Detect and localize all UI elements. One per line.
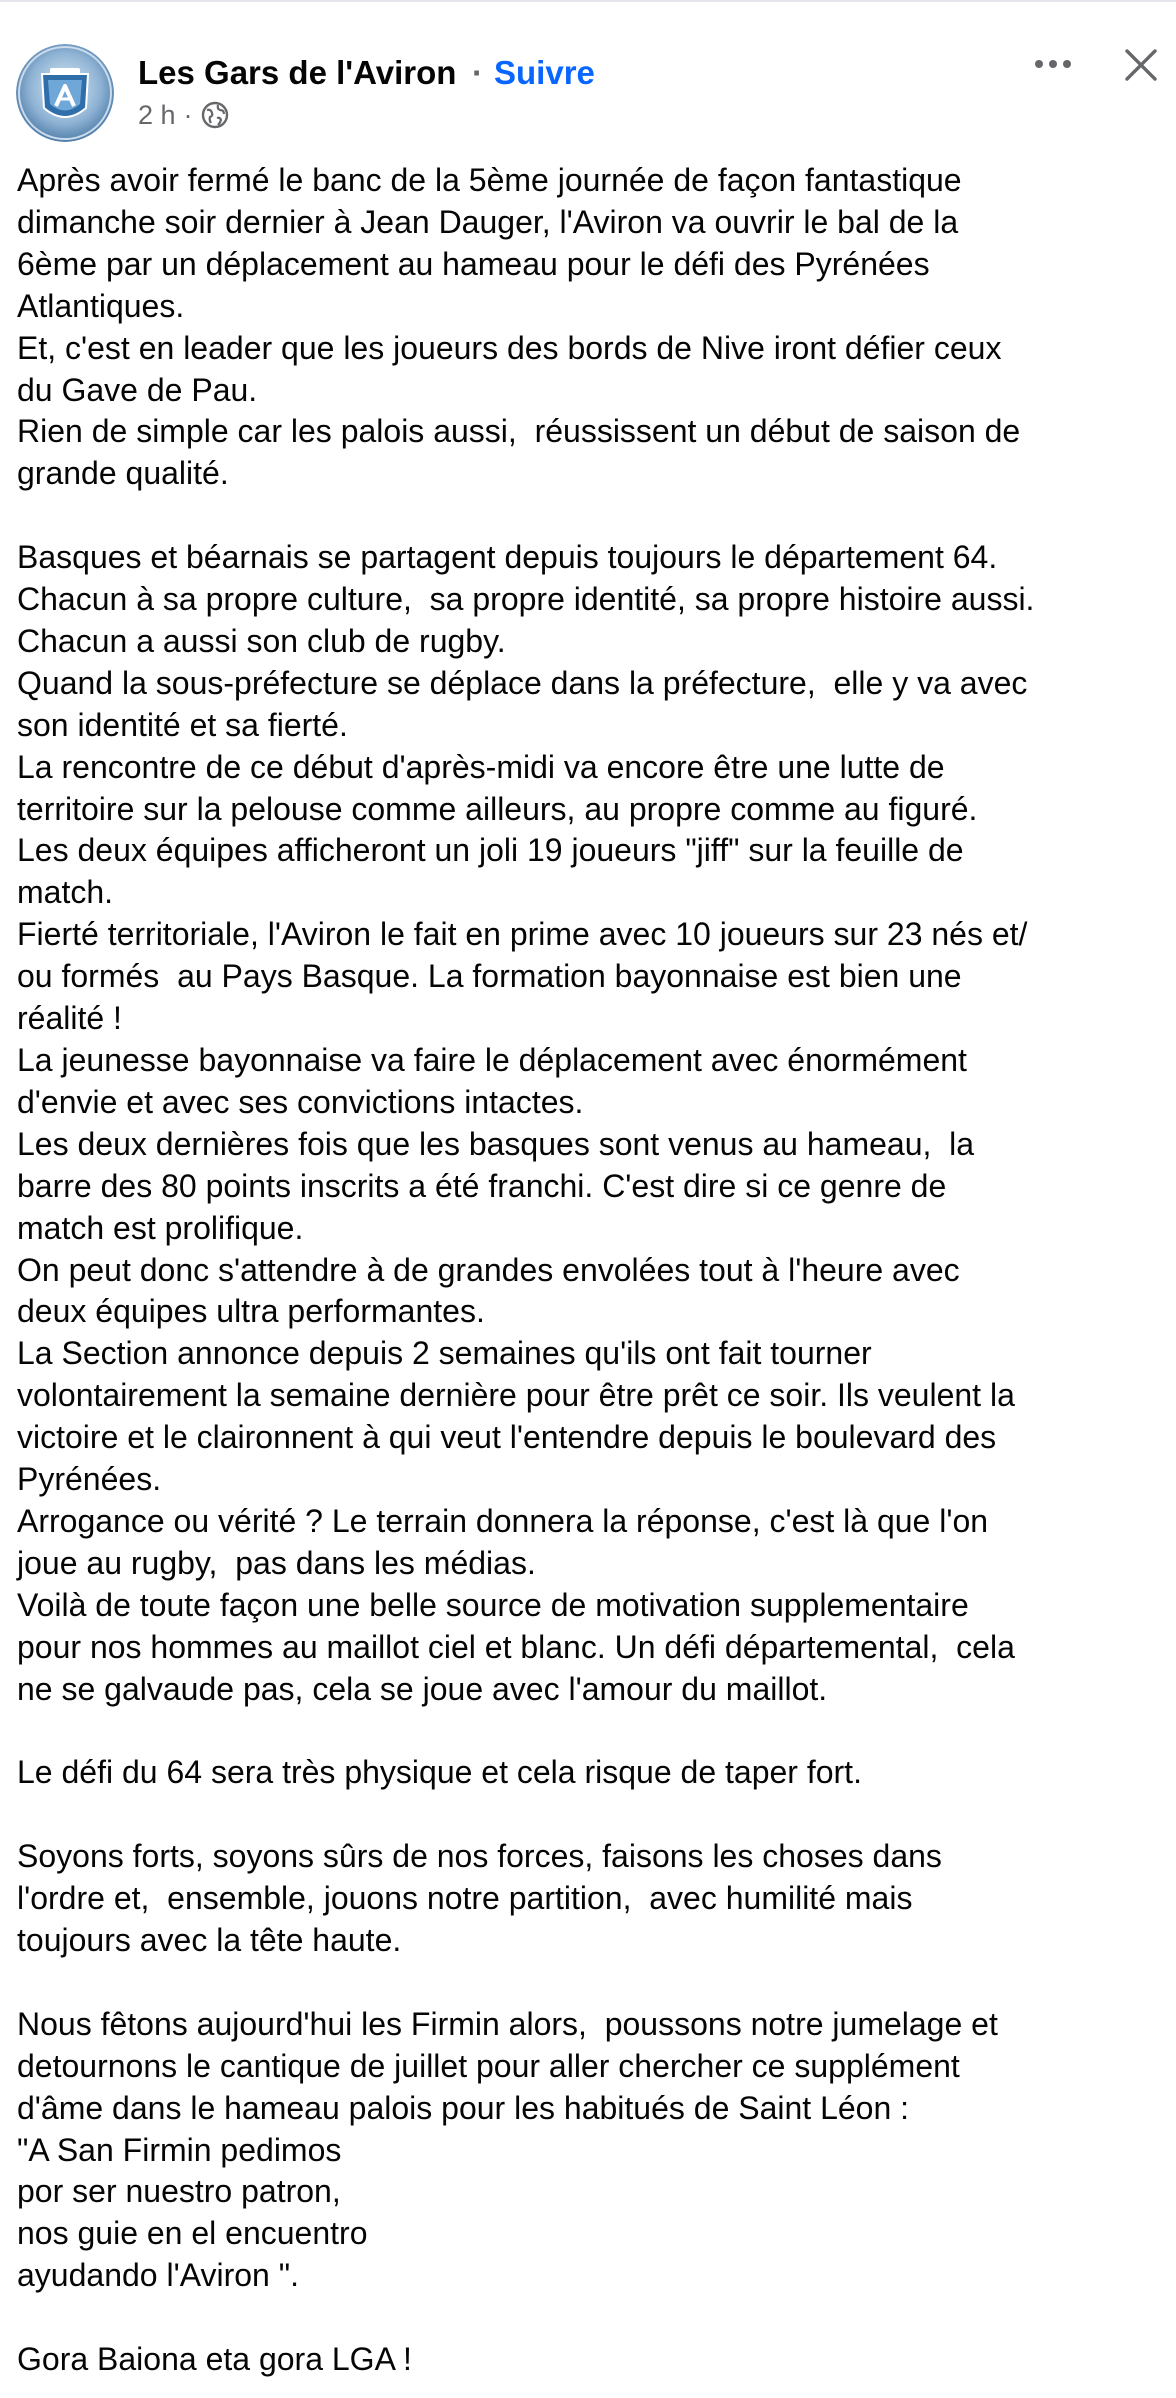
post-text-line: "A San Firmin pedimos [17,2131,342,2168]
page-avatar[interactable] [16,44,114,142]
post-text-line: Les deux équipes afficheront un joli 19 joueurs "jiff" sur la feuille de [17,832,964,869]
paragraph-gap [17,1962,1167,2004]
post-text-line: por ser nuestro patron, [17,2173,341,2210]
post-text-line: réalité ! [17,1000,122,1037]
post-text-line: detournons le cantique de juillet pour aller chercher ce supplément [17,2047,960,2084]
post-text-line: pour nos hommes au maillot ciel et blanc. Un défi départemental, cela [17,1628,1015,1665]
post-text-line: d'envie et avec ses convictions intactes. [17,1083,584,1120]
globe-icon[interactable] [201,101,229,129]
post-text-line: Rien de simple car les palois aussi, réussissent un début de saison de [17,413,1021,450]
post-text-line: joue au rugby, pas dans les médias. [17,1544,536,1581]
post-text-line: Gora Baiona eta gora LGA ! [17,2341,412,2378]
paragraph-gap [17,495,1167,537]
post-text-line: 6ème par un déplacement au hameau pour le défi des Pyrénées [17,245,930,282]
name-separator: · [472,54,483,91]
meta-separator: · [183,99,193,130]
post-text-line: du Gave de Pau. [17,371,258,408]
club-logo [16,44,114,142]
post-text-line: ayudando l'Aviron ". [17,2257,299,2294]
post-text-line: La Section annonce depuis 2 semaines qu'ils ont fait tourner [17,1335,872,1372]
post-text-line: Chacun à sa propre culture, sa propre identité, sa propre histoire aussi. [17,581,1035,618]
post-text-line: ne se galvaude pas, cela se joue avec l'amour du maillot. [17,1670,828,1707]
post-text-line: ou formés au Pays Basque. La formation bayonnaise est bien une [17,958,962,995]
paragraph-gap [17,1794,1167,1836]
paragraph-gap [17,2297,1167,2339]
paragraph-gap [17,1711,1167,1753]
post-text-line: dimanche soir dernier à Jean Dauger, l'Aviron va ouvrir le bal de la [17,203,959,240]
post-text-line: Pyrénées. [17,1461,162,1498]
post-text-line: Arrogance ou vérité ? Le terrain donnera la réponse, c'est là que l'on [17,1502,989,1539]
post-text-line: Basques et béarnais se partagent depuis toujours le département 64. [17,539,998,576]
close-button[interactable] [1120,44,1162,86]
post-text-line: Nous fêtons aujourd'hui les Firmin alors, poussons notre jumelage et [17,2005,998,2042]
post-text-line: Voilà de toute façon une belle source de motivation supplementaire [17,1586,969,1623]
post-timestamp[interactable]: 2 h [138,99,176,130]
post-text-line: volontairement la semaine dernière pour être prêt ce soir. Ils veulent la [17,1377,1015,1414]
post-text-line: La rencontre de ce début d'après-midi va encore être une lutte de [17,748,945,785]
post-text-line: victoire et le claironnent à qui veut l'entendre depuis le boulevard des [17,1419,997,1456]
post-text-line: La jeunesse bayonnaise va faire le déplacement avec énormément [17,1042,967,1079]
post-text-line: Fierté territoriale, l'Aviron le fait en prime avec 10 joueurs sur 23 nés et/ [17,916,1028,953]
post-text-line: Et, c'est en leader que les joueurs des bords de Nive iront défier ceux [17,329,1002,366]
post-text-line: On peut donc s'attendre à de grandes envolées tout à l'heure avec [17,1251,960,1288]
post-header [0,2,1176,152]
post-text-line: grande qualité. [17,455,229,492]
more-options-button[interactable] [1028,44,1078,84]
post-text-line: barre des 80 points inscrits a été franchi. C'est dire si ce genre de [17,1167,947,1204]
post-text-line: Chacun a aussi son club de rugby. [17,622,506,659]
post-text-line: son identité et sa fierté. [17,706,348,743]
more-horizontal-icon [1028,44,1078,84]
post-text-line: Les deux dernières fois que les basques sont venus au hameau, la [17,1125,975,1162]
post-text-line: Quand la sous-préfecture se déplace dans la préfecture, elle y va avec [17,664,1028,701]
post-text-line: d'âme dans le hameau palois pour les habitués de Saint Léon : [17,2089,910,2126]
post-text-line: deux équipes ultra performantes. [17,1293,485,1330]
post-text-line: l'ordre et, ensemble, jouons notre partition, avec humilité mais [17,1880,913,1917]
close-icon [1120,44,1162,86]
post-text-line: toujours avec la tête haute. [17,1922,402,1959]
post-text-line: match est prolifique. [17,1209,304,1246]
post-text-line: Après avoir fermé le banc de la 5ème journée de façon fantastique [17,162,962,198]
post-text-line: Soyons forts, soyons sûrs de nos forces, faisons les choses dans [17,1838,942,1875]
post-meta [138,98,229,132]
follow-button[interactable]: Suivre [494,54,595,91]
post-text-line: Atlantiques. [17,287,185,324]
post-text-line: nos guie en el encuentro [17,2215,368,2252]
post-text [17,160,1167,2381]
post-text-line: Le défi du 64 sera très physique et cela risque de taper fort. [17,1754,862,1791]
page-name-link[interactable]: Les Gars de l'Aviron [138,54,457,91]
post-text-line: territoire sur la pelouse comme ailleurs, au propre comme au figuré. [17,790,978,827]
post-text-line: match. [17,874,114,911]
